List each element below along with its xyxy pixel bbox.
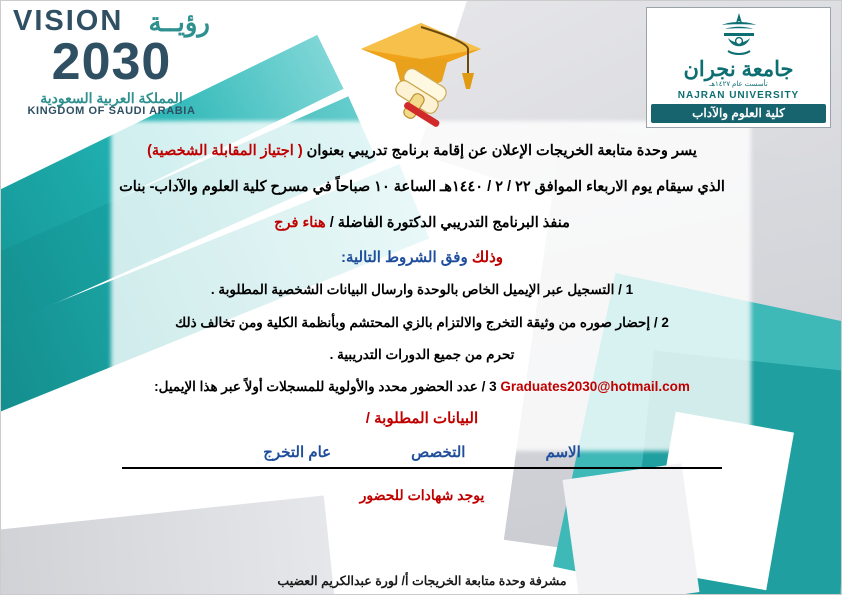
announcement-body xyxy=(1,141,842,518)
fields-underline xyxy=(122,467,722,469)
footer-supervisor: مشرفة وحدة متابعة الخريجات أ/ لورة عبدالكريم العضيب xyxy=(277,574,567,588)
conditions-heading-red: وذلك xyxy=(467,249,504,267)
trainer-name: هناء فرج xyxy=(274,214,326,231)
faculty-badge: كلية العلوم والآداب xyxy=(651,104,826,123)
najran-university-logo xyxy=(646,7,831,128)
vision-subtitle-ar: المملكة العربية السعودية xyxy=(40,90,183,107)
fields-row xyxy=(1,443,842,461)
registration-email[interactable]: Graduates2030@hotmail.com xyxy=(500,379,690,394)
conditions-heading-blue: وفق الشروط التالية: xyxy=(340,249,468,267)
vision-subtitle-en: KINGDOM OF SAUDI ARABIA xyxy=(27,105,196,118)
university-name-en: NAJRAN UNIVERSITY xyxy=(677,89,800,101)
graduation-cap-illustration xyxy=(356,15,486,135)
vision-word-en: VISION xyxy=(13,5,124,37)
required-data-title: البيانات المطلوبة / xyxy=(365,410,479,428)
vision-year-text: 2030 xyxy=(51,33,172,91)
condition-item-2-cont: تحرم من جميع الدورات التدريبية . xyxy=(329,346,515,362)
conditions-heading xyxy=(1,248,842,266)
university-motto-ar: تأسست عام ١٤٢٧هـ xyxy=(709,81,768,89)
announcement-line-2: الذي سيقام يوم الاربعاء الموافق ٢٢ / ٢ / ١٤٤٠هـ الساعة ١٠ صباحاً في مسرح كلية العلوم والآداب- بنات xyxy=(119,178,725,195)
vision-2030-logo xyxy=(9,7,214,117)
graduation-cap-icon xyxy=(356,15,486,135)
condition-item-3-text: 3 / عدد الحضور محدد والأولوية للمسجلات أولاً عبر هذا الإيميل: xyxy=(154,379,497,394)
vision-word-ar: رؤيــة xyxy=(148,6,210,37)
field-label-major: التخصص xyxy=(411,444,466,462)
attendance-note: يوجد شهادات للحضور xyxy=(359,487,485,504)
vision-year xyxy=(9,33,214,91)
condition-item-3 xyxy=(1,377,842,397)
announcement-line-3 xyxy=(1,213,842,235)
field-label-graduation-year: عام التخرج xyxy=(263,444,332,462)
announcement-line-1-prefix: يسر وحدة متابعة الخريجات الإعلان عن إقامة برنامج تدريبي بعنوان xyxy=(302,143,697,159)
field-label-name: الاسم xyxy=(545,444,581,462)
program-title: ( اجتياز المقابلة الشخصية) xyxy=(147,143,303,159)
condition-item-2: 2 / إحضار صوره من وثيقة التخرج والالتزام بالزي المحتشم وبأنظمة الكلية ومن تخالف ذلك xyxy=(175,314,669,330)
trainer-label: منفذ البرنامج التدريبي الدكتورة الفاضلة / xyxy=(325,214,570,231)
vision-logo-top-row xyxy=(9,7,214,36)
university-name-ar: جامعة نجران xyxy=(683,58,794,81)
university-emblem-icon xyxy=(716,11,762,57)
condition-item-1: 1 / التسجيل عبر الإيميل الخاص بالوحدة وارسال البيانات الشخصية المطلوبة . xyxy=(210,282,634,298)
emblem-svg xyxy=(716,11,762,57)
announcement-line-1 xyxy=(1,141,842,163)
